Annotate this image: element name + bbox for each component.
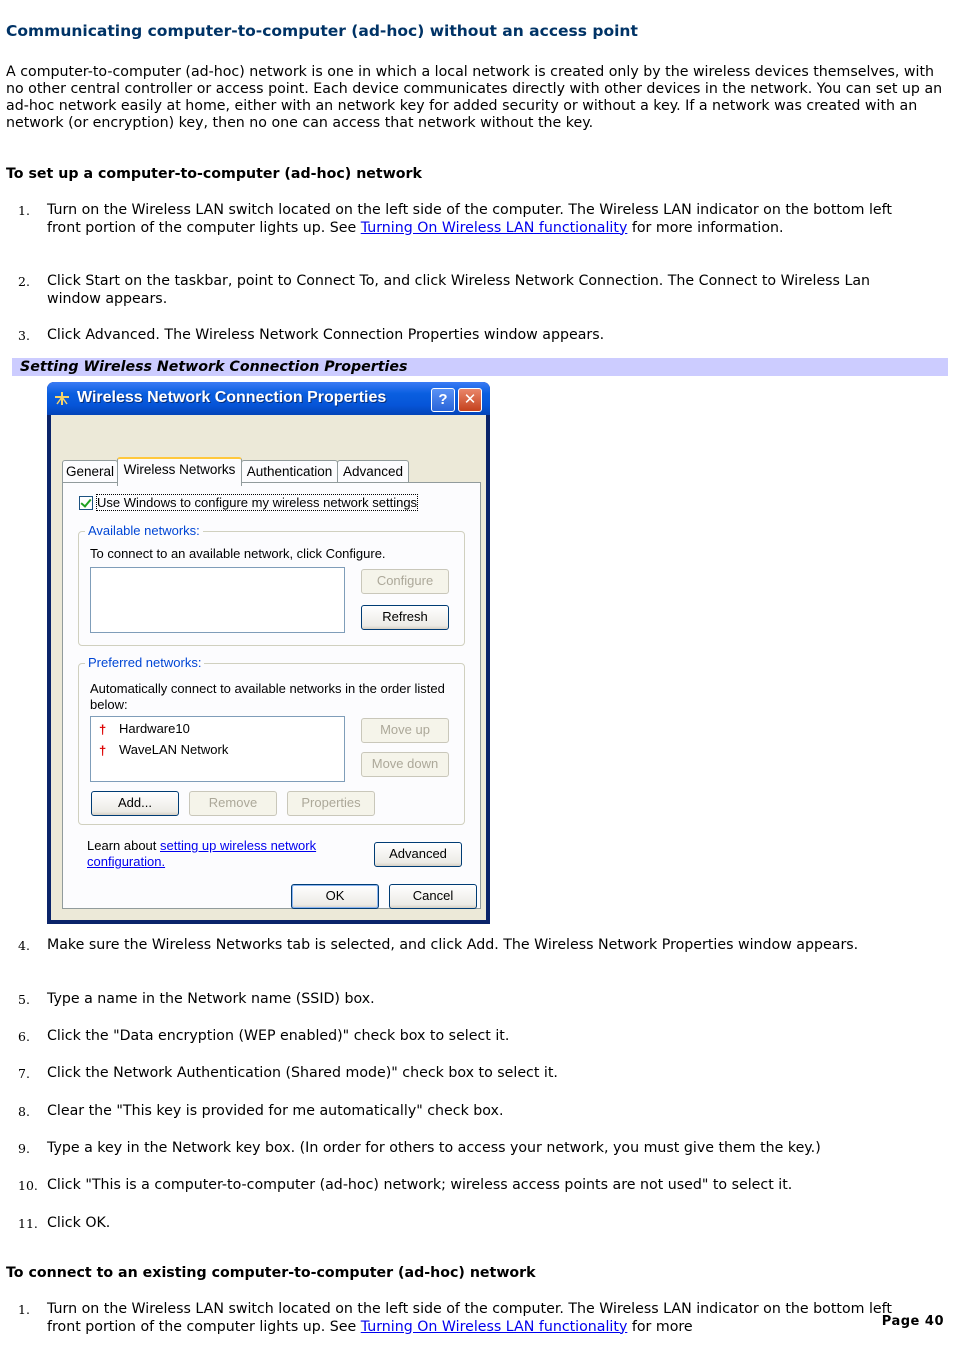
step-number: 11. bbox=[18, 1216, 38, 1231]
add-button[interactable]: Add... bbox=[91, 791, 179, 816]
help-icon[interactable]: ? bbox=[431, 388, 455, 412]
step-text-part: Turn on the Wireless LAN switch located on the left side of the computer. The Wireless LAN indicator on the bottom left front portion of the computer lights up. See bbox=[47, 1301, 892, 1335]
advanced-button[interactable]: Advanced bbox=[374, 842, 462, 867]
step-text: Type a key in the Network key box. (In order for others to access your network, you must give them the key.) bbox=[47, 1140, 821, 1156]
learn-about-link[interactable]: setting up wireless network bbox=[160, 838, 317, 853]
step-number: 1. bbox=[18, 203, 30, 218]
preferred-networks-group bbox=[78, 655, 465, 825]
tab-general[interactable]: General bbox=[62, 460, 118, 483]
figure-caption-bar bbox=[12, 358, 948, 376]
step-number: 6. bbox=[18, 1029, 30, 1044]
available-networks-list[interactable] bbox=[90, 567, 345, 633]
available-networks-text: To connect to an available network, click Configure. bbox=[90, 546, 386, 561]
wireless-lan-link[interactable]: Turning On Wireless LAN functionality bbox=[360, 1318, 628, 1335]
step-text: Clear the "This key is provided for me automatically" check box. bbox=[47, 1103, 504, 1119]
configure-button[interactable]: Configure bbox=[361, 569, 449, 594]
dialog-title: Wireless Network Connection Properties bbox=[77, 389, 387, 406]
step-number: 2. bbox=[18, 274, 30, 289]
wireless-lan-link[interactable]: Turning On Wireless LAN functionality bbox=[360, 219, 628, 236]
step-number: 8. bbox=[18, 1104, 30, 1119]
list-item[interactable]: WaveLAN Network bbox=[119, 742, 229, 757]
step-text: Click Advanced. The Wireless Network Connection Properties window appears. bbox=[47, 327, 605, 343]
use-windows-checkbox[interactable] bbox=[79, 496, 93, 510]
tab-authentication[interactable]: Authentication bbox=[241, 460, 338, 483]
step-text: Click OK. bbox=[47, 1215, 111, 1231]
ok-button[interactable]: OK bbox=[291, 884, 379, 909]
step-number: 1. bbox=[18, 1302, 30, 1317]
section-heading-connect: To connect to an existing computer-to-computer (ad-hoc) network bbox=[6, 1265, 536, 1281]
move-up-button[interactable]: Move up bbox=[361, 718, 449, 743]
step-text: Type a name in the Network name (SSID) box. bbox=[47, 991, 375, 1007]
step-text: Click the "Data encryption (WEP enabled)" check box to select it. bbox=[47, 1028, 510, 1044]
learn-about-prefix: Learn about bbox=[87, 838, 161, 853]
close-icon[interactable]: ✕ bbox=[458, 388, 482, 412]
step-number: 3. bbox=[18, 328, 30, 343]
available-networks-group bbox=[78, 523, 465, 646]
network-icon: † bbox=[99, 722, 107, 737]
step-text: Click the Network Authentication (Shared mode)" check box to select it. bbox=[47, 1065, 558, 1081]
tab-panel bbox=[62, 482, 481, 909]
dialog-titlebar[interactable] bbox=[47, 382, 490, 415]
step-number: 9. bbox=[18, 1141, 30, 1156]
learn-about-text bbox=[87, 838, 316, 853]
step-text: Click "This is a computer-to-computer (ad-hoc) network; wireless access points are not used" to select it. bbox=[47, 1177, 793, 1193]
cancel-button[interactable]: Cancel bbox=[389, 884, 477, 909]
step-text-part: for more information. bbox=[627, 219, 784, 236]
learn-about-text-2 bbox=[87, 854, 165, 869]
tab-advanced[interactable]: Advanced bbox=[337, 460, 409, 483]
step-number: 7. bbox=[18, 1066, 30, 1081]
figure-caption: Setting Wireless Network Connection Properties bbox=[20, 359, 408, 375]
learn-about-link[interactable]: configuration. bbox=[87, 854, 166, 869]
preferred-networks-text: below: bbox=[90, 697, 128, 712]
step-text: Click Start on the taskbar, point to Connect To, and click Wireless Network Connection. The Connect to Wireless Lan window appears. bbox=[47, 273, 871, 307]
step-text: Make sure the Wireless Networks tab is selected, and click Add. The Wireless Network Properties window appears. bbox=[47, 937, 859, 953]
preferred-networks-text: Automatically connect to available networks in the order listed bbox=[90, 681, 445, 696]
list-item[interactable]: Hardware10 bbox=[119, 721, 190, 736]
section-heading-setup: To set up a computer-to-computer (ad-hoc) network bbox=[6, 166, 422, 182]
preferred-networks-label: Preferred networks: bbox=[85, 655, 204, 670]
step-number: 5. bbox=[18, 992, 30, 1007]
step-text-part: for more bbox=[627, 1318, 693, 1335]
page-title: Communicating computer-to-computer (ad-hoc) without an access point bbox=[6, 22, 638, 40]
use-windows-label[interactable]: Use Windows to configure my wireless network settings bbox=[97, 495, 418, 510]
intro-paragraph: A computer-to-computer (ad-hoc) network is one in which a local network is created only by the wireless devices themselves, with no other central controller or access point. Each device communicates directly with other devices in the network. You can set up an ad-hoc network easily at home, either with an network key for added security or without a key. If a network was created with an network (or encryption) key, then no one can access that network without the key. bbox=[6, 64, 943, 131]
move-down-button[interactable]: Move down bbox=[361, 752, 449, 777]
tab-wireless-networks[interactable]: Wireless Networks bbox=[117, 457, 242, 486]
page-number: Page 40 bbox=[881, 1314, 944, 1329]
remove-button[interactable]: Remove bbox=[189, 791, 277, 816]
wireless-network-icon bbox=[54, 390, 70, 406]
refresh-button[interactable]: Refresh bbox=[361, 605, 449, 630]
step-number: 4. bbox=[18, 938, 30, 953]
available-networks-label: Available networks: bbox=[85, 523, 203, 538]
step-text-part: Turn on the Wireless LAN switch located on the left side of the computer. The Wireless LAN indicator on the bottom left front portion of the computer lights up. See bbox=[47, 202, 892, 236]
step-text bbox=[47, 202, 907, 237]
dialog-body bbox=[51, 415, 486, 920]
step-text bbox=[47, 1301, 907, 1336]
properties-button[interactable]: Properties bbox=[287, 791, 375, 816]
step-number: 10. bbox=[18, 1178, 38, 1193]
network-icon: † bbox=[99, 743, 107, 758]
wireless-properties-dialog bbox=[47, 382, 490, 924]
preferred-networks-list[interactable] bbox=[90, 716, 345, 782]
